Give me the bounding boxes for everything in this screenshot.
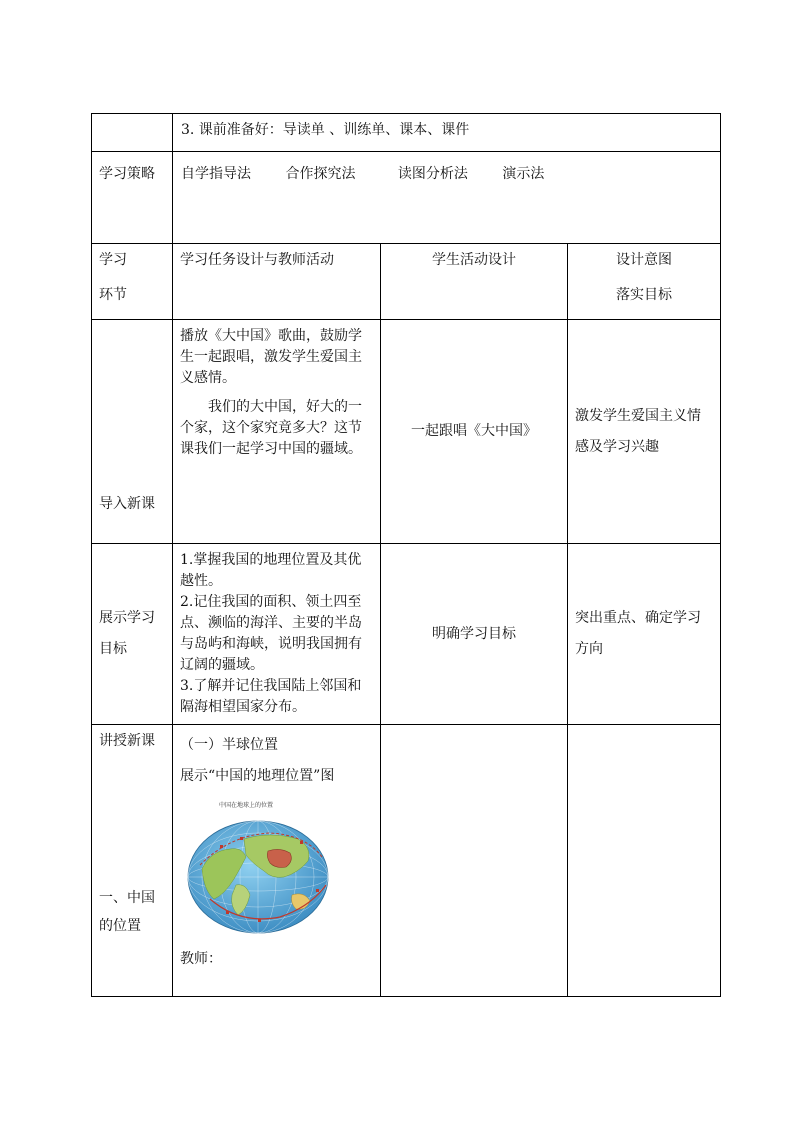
goals-row [92,544,721,725]
map-caption: 展示“中国的地理位置”图 [180,768,335,784]
goal-item: 2.记住我国的面积、领土四至点、濒临的海洋、主要的半岛与岛屿和海峡，说明我国拥有辽阔的疆域。 [180,594,362,673]
goals-student: 明确学习目标 [381,544,568,725]
teach-row [92,725,721,997]
prep-content: 3. 课前准备好：导读单 、训练单、课本、课件 [181,122,470,138]
globe-map-image [180,799,350,939]
teach-content [173,725,381,997]
method-item: 读图分析法 [397,166,468,182]
header-row [92,244,721,320]
strategy-methods [173,152,721,244]
strategy-row [92,152,721,244]
prep-content-cell [173,114,721,152]
intro-row [92,320,721,544]
map-title: 中国在地球上的位置 [218,802,274,809]
header-intent: 设计意图 落实目标 [568,244,721,320]
goal-item: 3.了解并记住我国陆上邻国和隔海相望国家分布。 [180,678,362,715]
goals-intent: 突出重点、确定学习方向 [568,544,721,725]
lesson-plan-table [91,113,721,997]
globe-map [180,799,350,939]
intro-label: 导入新课 [92,320,173,544]
goals-list [173,544,381,725]
section-title: （一）半球位置 [180,737,278,753]
method-item: 自学指导法 [181,166,251,182]
header-stage: 学习 环节 [92,244,173,320]
goal-item: 1.掌握我国的地理位置及其优越性。 [180,552,362,589]
method-item: 合作探究法 [285,166,356,182]
goals-label: 展示学习目标 [92,544,173,725]
intro-student: 一起跟唱《大中国》 [381,320,568,544]
header-task: 学习任务设计与教师活动 [173,244,381,320]
teacher-label: 教师： [180,951,222,967]
strategy-label: 学习策略 [92,152,173,244]
header-student: 学生活动设计 [381,244,568,320]
teach-student [381,725,568,997]
prep-label-cell [92,114,173,152]
intro-teacher: 播放《大中国》歌曲，鼓励学生一起跟唱，激发学生爱国主义感情。 我们的大中国，好大的一个家，这个家究竟多大？这节课我们一起学习中国的疆域。 [173,320,381,544]
teach-label: 讲授新课 一、中国的位置 [92,725,173,997]
prep-row [92,114,721,152]
teach-intent [568,725,721,997]
intro-intent: 激发学生爱国主义情感及学习兴趣 [568,320,721,544]
method-item: 演示法 [502,166,545,182]
